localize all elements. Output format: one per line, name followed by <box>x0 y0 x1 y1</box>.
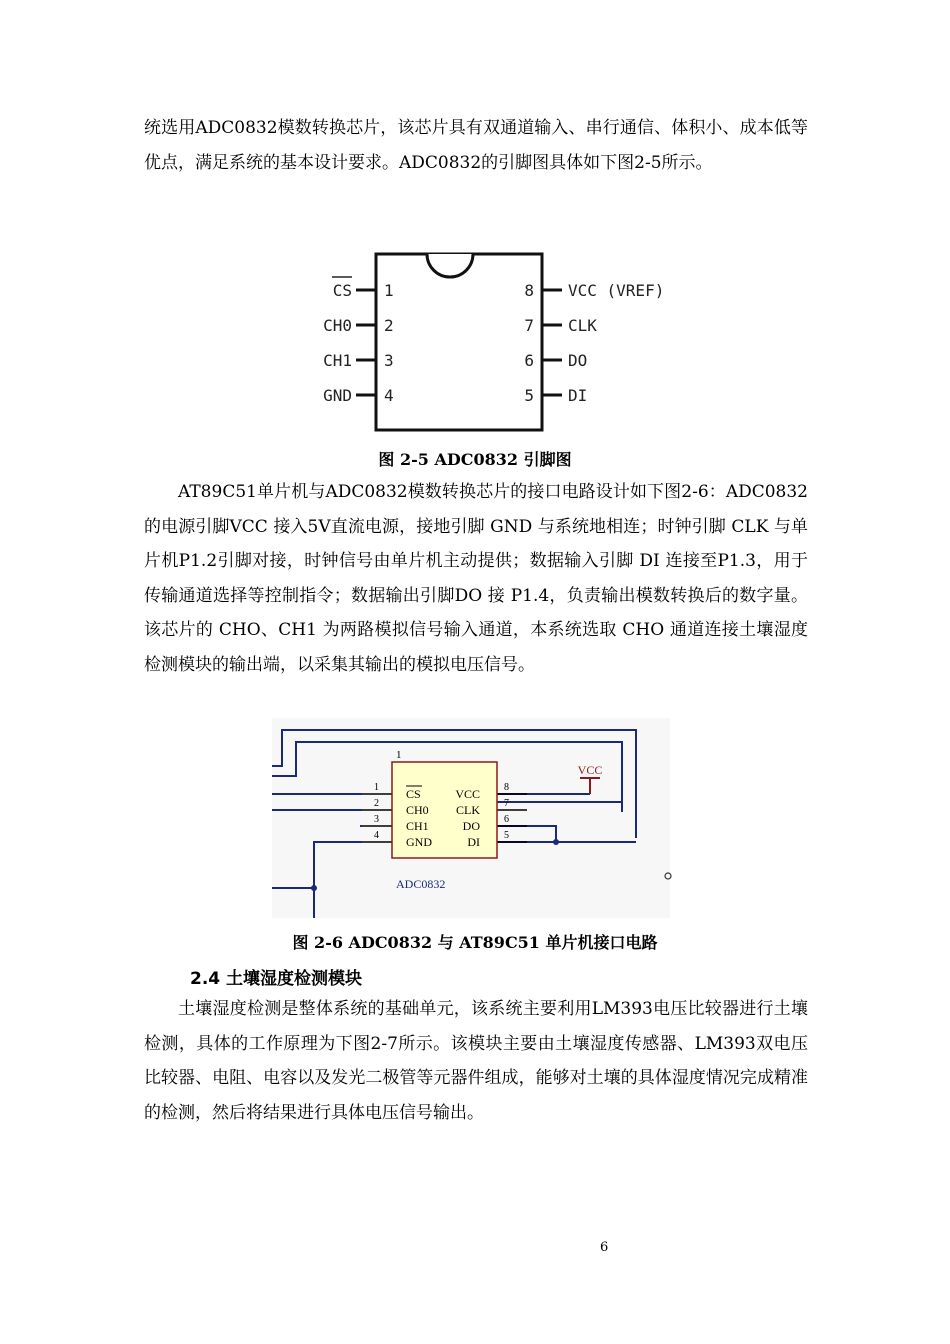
pin-num-1: 1 <box>384 281 394 300</box>
vcc-net-label: VCC <box>577 763 603 777</box>
sch-pin-num-6: 6 <box>504 814 509 825</box>
figure-2-5-caption: 图 2-5 ADC0832 引脚图 <box>378 450 572 469</box>
junction-dot-gnd <box>311 885 317 891</box>
pin-num-3: 3 <box>384 351 394 370</box>
pin-num-4: 4 <box>384 386 394 405</box>
schematic-chip-name: ADC0832 <box>396 877 446 891</box>
sch-pin-label-di: DI <box>467 835 480 849</box>
sch-pin-num-3: 3 <box>374 814 379 825</box>
pin-label-vcc: VCC (VREF) <box>568 281 665 300</box>
sch-pin-num-4: 4 <box>374 830 379 841</box>
sch-pin-label-ch0: CH0 <box>406 803 429 817</box>
pin-label-ch0: CH0 <box>323 316 352 335</box>
pin-num-5: 5 <box>524 386 534 405</box>
pin-label-do: DO <box>568 351 588 370</box>
sch-pin-num-7: 7 <box>504 798 509 809</box>
pin-label-ch1: CH1 <box>323 351 352 370</box>
pin-num-6: 6 <box>524 351 534 370</box>
pin-label-cs: CS <box>332 281 352 300</box>
sch-pin-label-clk: CLK <box>456 803 480 817</box>
pin-num-8: 8 <box>524 281 534 300</box>
paragraph-soil-module: 土壤湿度检测是整体系统的基础单元，该系统主要利用LM393电压比较器进行土壤检测，具体的工作原理为下图2-7所示。该模块主要由土壤湿度传感器、LM393双电压比较器、电阻、电容以及发光二极管等元器件组成，能够对土壤的具体湿度情况完成精准的检测，然后将结果进行具体电压信号输出。 <box>144 999 808 1123</box>
sch-pin-label-vcc: VCC <box>455 787 480 801</box>
paragraph-adc-intro: 统选用ADC0832模数转换芯片，该芯片具有双通道输入、串行通信、体积小、成本低等优点，满足系统的基本设计要求。ADC0832的引脚图具体如下图2-5所示。 <box>144 118 808 173</box>
sch-pin-label-cs: CS <box>406 787 421 801</box>
adc0832-pinout-diagram <box>290 240 665 440</box>
sch-pin-label-gnd: GND <box>406 835 432 849</box>
figure-2-6-caption: 图 2-6 ADC0832 与 AT89C51 单片机接口电路 <box>292 933 658 952</box>
schematic-top-num: 1 <box>396 749 402 761</box>
sch-pin-num-2: 2 <box>374 798 379 809</box>
sch-pin-num-8: 8 <box>504 782 509 793</box>
page-number: 6 <box>600 1240 609 1255</box>
sch-pin-label-do: DO <box>462 819 480 833</box>
junction-dot-di <box>553 839 559 845</box>
chip-body <box>376 254 542 430</box>
pin-label-clk: CLK <box>568 316 597 335</box>
sch-pin-label-ch1: CH1 <box>406 819 429 833</box>
paragraph-interface-circuit: AT89C51单片机与ADC0832模数转换芯片的接口电路设计如下图2-6：ADC0832 的电源引脚VCC 接入5V直流电源，接地引脚 GND 与系统地相连；时钟引脚 CLK 与单片机P1.2引脚对接，时钟信号由单片机主动提供；数据输入引脚 DI 连接至P1.3，用于传输通道选择等控制指令；数据输出引脚DO 接 P1.4，负责输出模数转换后的数字量。该芯片的 CHO、CH1 为两路模拟信号输入通道，本系统选取 CHO 通道连接土壤湿度检测模块的输出端，以采集其输出的模拟电压信号。 <box>144 482 808 675</box>
pin-num-7: 7 <box>524 316 534 335</box>
sch-pin-num-5: 5 <box>504 830 509 841</box>
sch-pin-num-1: 1 <box>374 782 379 793</box>
pin-label-gnd: GND <box>323 386 352 405</box>
section-heading: 2.4 土壤湿度检测模块 <box>190 969 363 989</box>
adc0832-interface-schematic <box>272 718 670 918</box>
pin-label-di: DI <box>568 386 588 405</box>
pin-num-2: 2 <box>384 316 394 335</box>
